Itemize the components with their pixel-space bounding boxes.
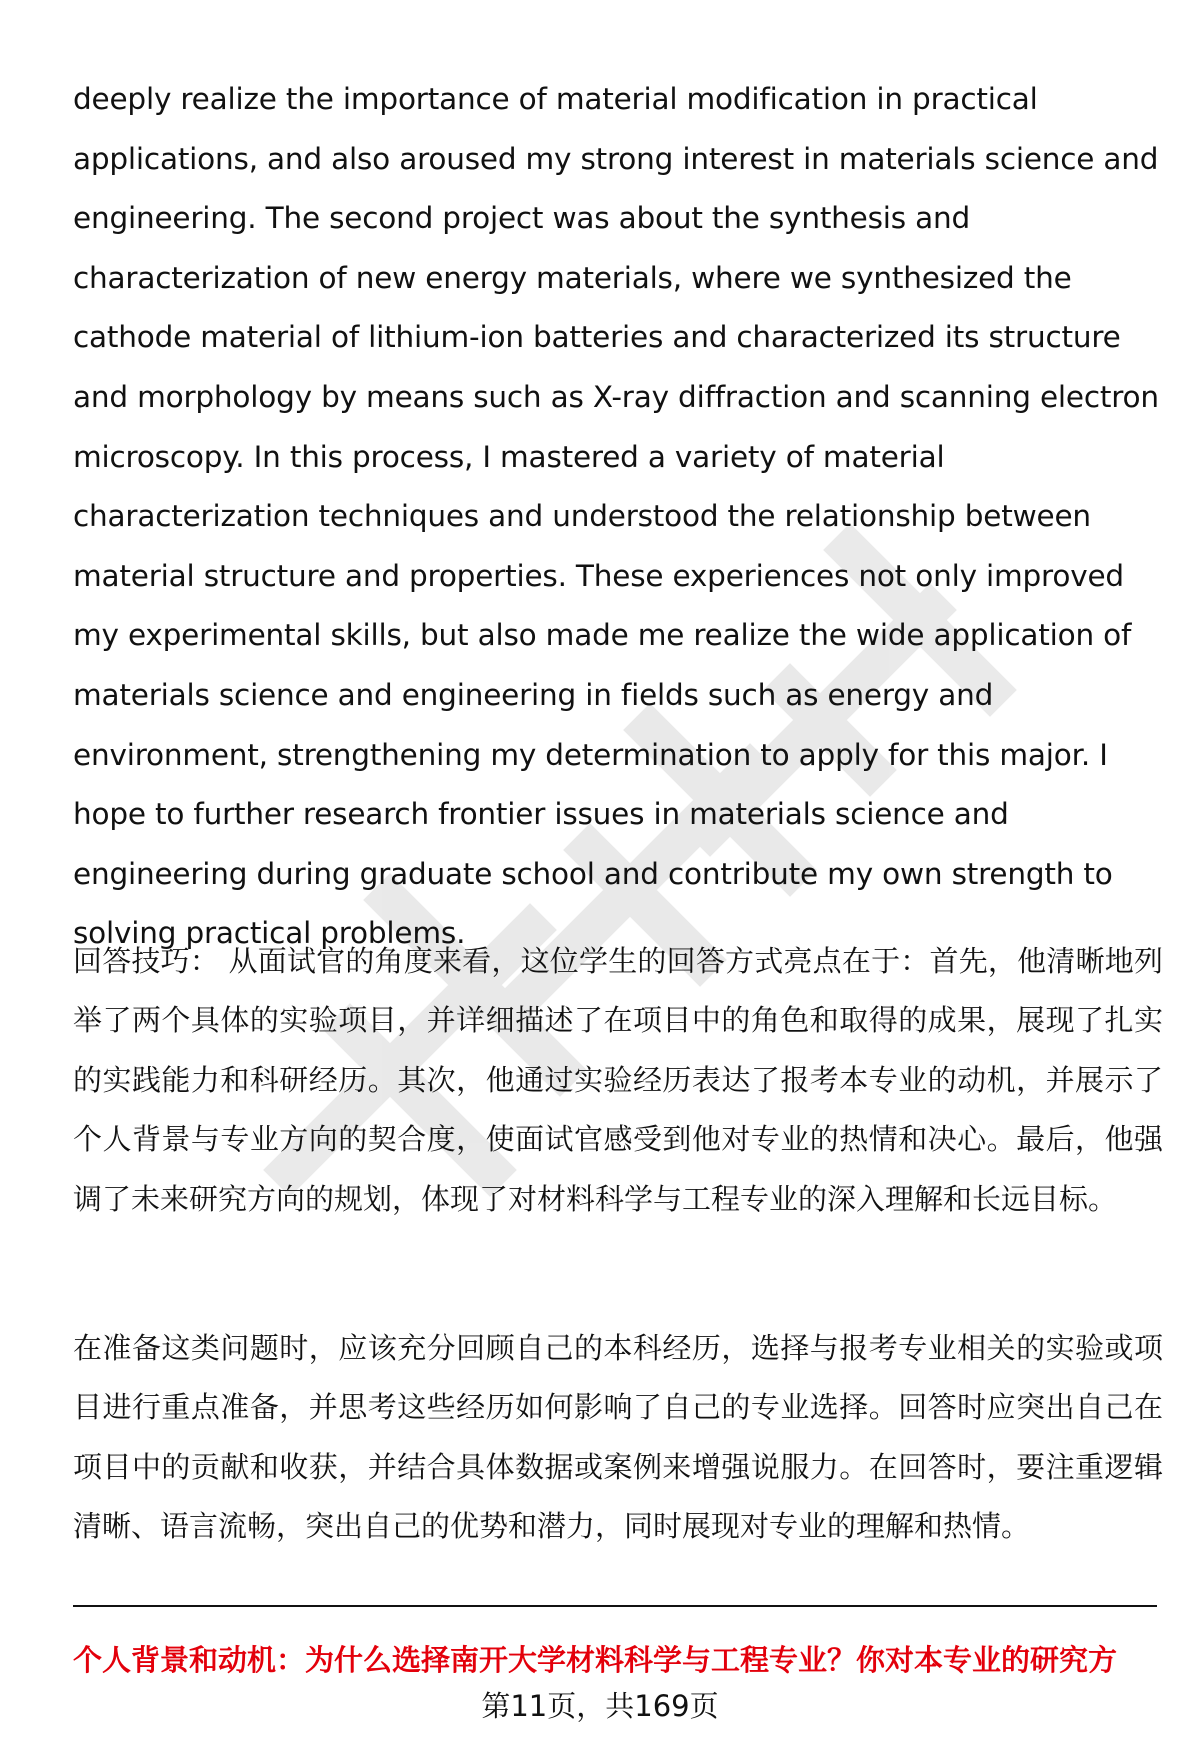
section-divider	[73, 1605, 1157, 1607]
english-answer-paragraph: deeply realize the importance of material modification in practical applications, and also aroused my strong interest in materials science and engineering. The second project was about the synthesis and characterization of new energy materials, where we synthesized the cathode material of lithium-ion batteries and characterized its structure and morphology by means such as X-ray diffraction and scanning electron microscopy. In this process, I mastered a variety of material characterization techniques and understood the relationship between material structure and properties. These experiences not only improved my experimental skills, but also made me realize the wide application of materials science and engineering in fields such as energy and environment, strengthening my determination to apply for this major. I hope to further research frontier issues in materials science and engineering during graduate school and contribute my own strength to solving practical problems.	[73, 82, 1159, 951]
page-number-footer: 第11页，共169页	[481, 1689, 719, 1723]
answer-tips-paragraph: 回答技巧： 从面试官的角度来看，这位学生的回答方式亮点在于：首先，他清晰地列举了两个具体的实验项目，并详细描述了在项目中的角色和取得的成果，展现了扎实的实践能力和科研经历。其次，他通过实验经历表达了报考本专业的动机，并展示了个人背景与专业方向的契合度，使面试官感受到他对专业的热情和决心。最后，他强调了未来研究方向的规划，体现了对材料科学与工程专业的深入理解和长远目标。	[73, 944, 1163, 1216]
next-question-heading: 个人背景和动机：为什么选择南开大学材料科学与工程专业？你对本专业的研究方	[73, 1643, 1118, 1677]
preparation-advice-paragraph: 在准备这类问题时，应该充分回顾自己的本科经历，选择与报考专业相关的实验或项目进行重点准备，并思考这些经历如何影响了自己的专业选择。回答时应突出自己在项目中的贡献和收获，并结合具体数据或案例来增强说服力。在回答时，要注重逻辑清晰、语言流畅，突出自己的优势和潜力，同时展现对专业的理解和热情。	[73, 1331, 1163, 1544]
